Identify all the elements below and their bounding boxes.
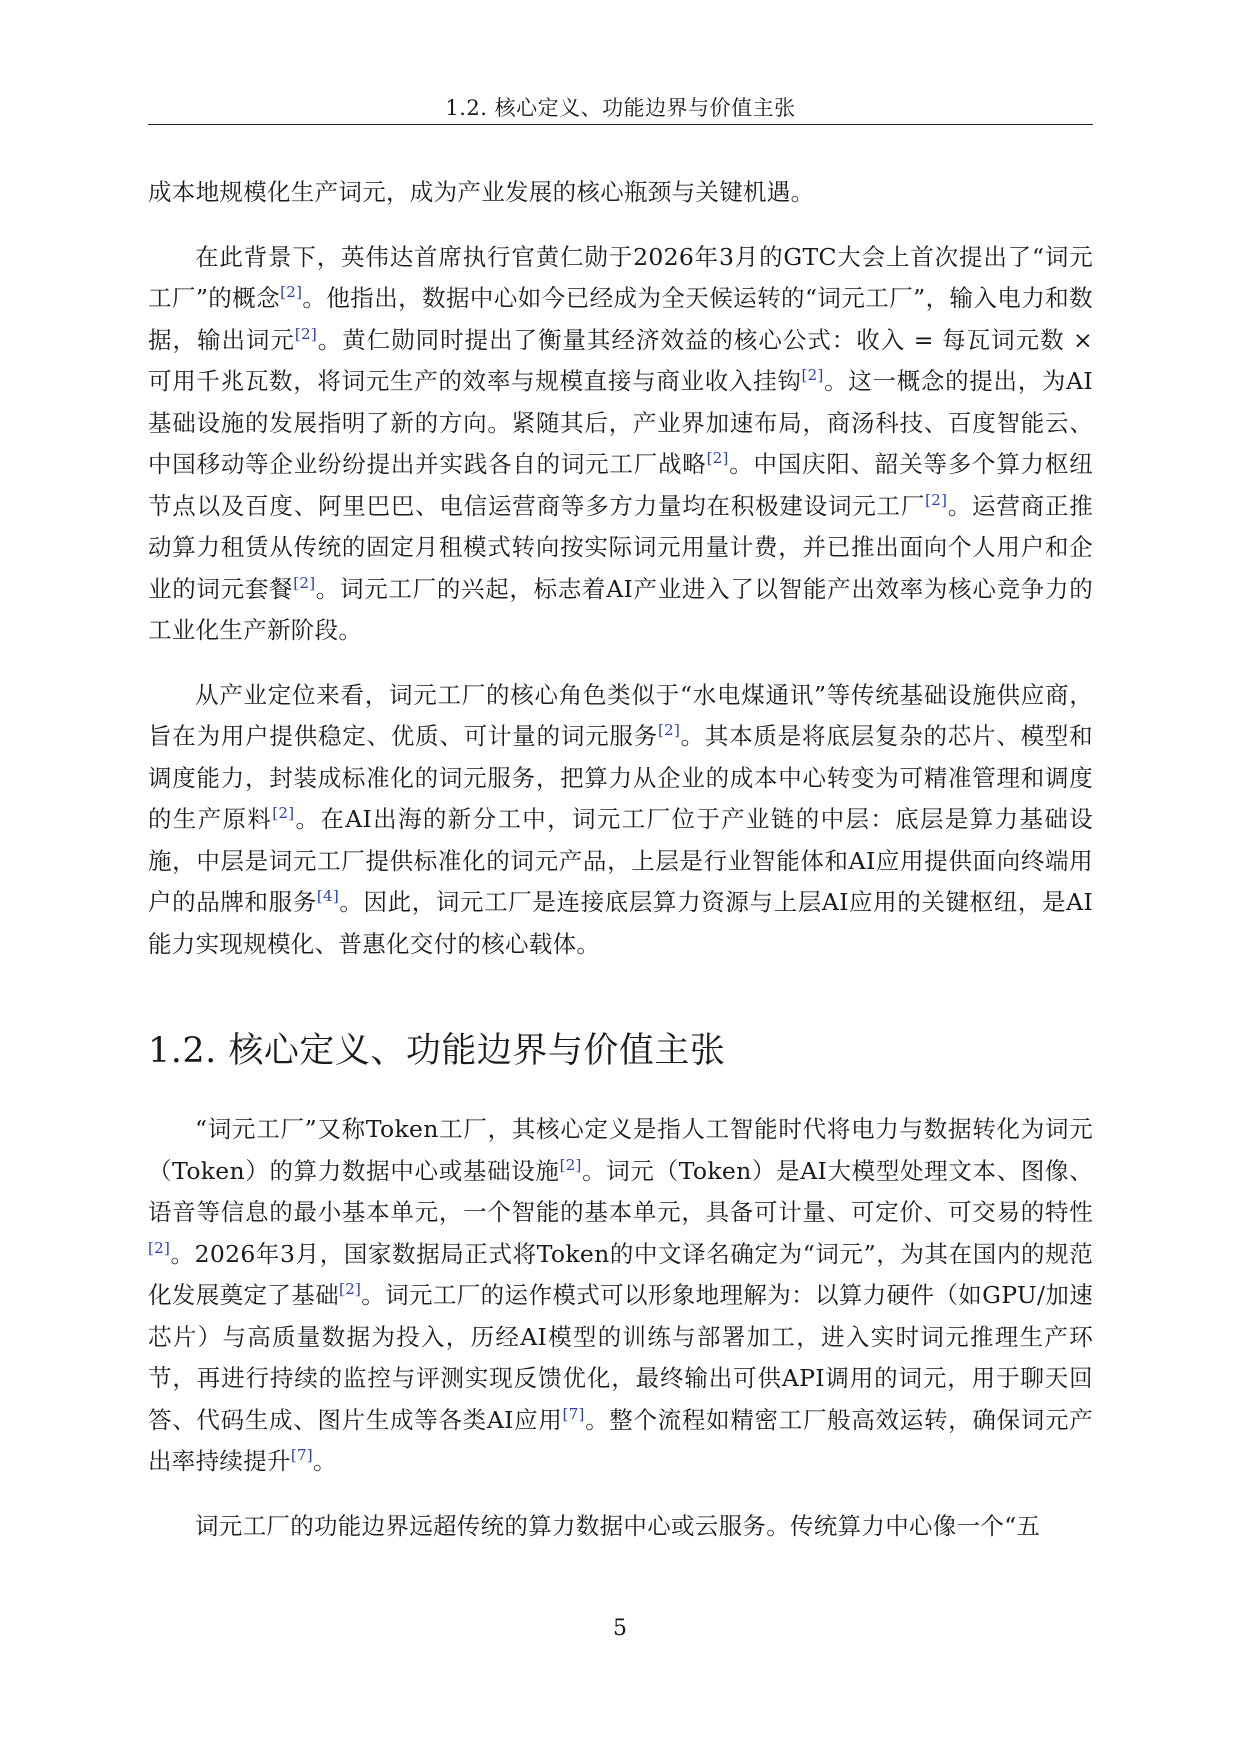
citation-link[interactable]: [2] [294, 324, 318, 343]
citation-link[interactable]: [2] [339, 1280, 362, 1299]
citation-link[interactable]: [2] [280, 283, 303, 302]
paragraph-text: 在此背景下，英伟达首席执行官黄仁勋于2026年3月的GTC大会上首次提出了“词元工厂”的概念 [148, 242, 1093, 312]
citation-link[interactable]: [2] [801, 366, 824, 385]
paragraph-text: 。在AI出海的新分工中，词元工厂位于产业链的中层：底层是算力基础设施，中层是词元工厂提供标准化的词元产品，上层是行业智能体和AI应用提供面向终端用户的品牌和服务 [148, 805, 1093, 916]
body-paragraph [148, 1109, 1093, 1483]
paragraph-text: 。2026年3月，国家数据局正式将Token的中文译名确定为“词元”，为其在国内的规范化发展奠定了基础 [148, 1239, 1093, 1309]
body-paragraph [148, 172, 1093, 214]
paragraph-text: 。运营商正推动算力租赁从传统的固定月租模式转向按实际词元用量计费，并已推出面向个人用户和企业的词元套餐 [148, 491, 1093, 603]
section-paragraphs [148, 1109, 1093, 1547]
citation-link[interactable]: [2] [925, 490, 948, 509]
citation-link[interactable]: [2] [148, 1238, 171, 1257]
intro-paragraphs [148, 172, 1093, 965]
citation-link[interactable]: [2] [559, 1155, 582, 1174]
citation-link[interactable]: [2] [657, 721, 681, 740]
page-number: 5 [613, 1616, 627, 1641]
running-header: 1.2. 核心定义、功能边界与价值主张 [445, 96, 796, 120]
paragraph-text: 。黄仁勋同时提出了衡量其经济效益的核心公式：收入 = 每瓦词元数 × 可用千兆瓦数，将词元生产的效率与规模直接与商业收入挂钩 [148, 325, 1093, 395]
paragraph-text: 。其本质是将底层复杂的芯片、模型和调度能力，封装成标准化的词元服务，把算力从企业的成本中心转变为可精准管理和调度的生产原料 [148, 722, 1093, 833]
body-paragraph [148, 675, 1093, 966]
citation-link[interactable]: [4] [316, 887, 340, 906]
paragraph-text: “词元工厂”又称Token工厂，其核心定义是指人工智能时代将电力与数据转化为词元（Token）的算力数据中心或基础设施 [148, 1115, 1093, 1185]
citation-link[interactable]: [7] [562, 1404, 585, 1423]
paragraph-text: 。中国庆阳、韶关等多个算力枢纽节点以及百度、阿里巴巴、电信运营商等多方力量均在积极建设词元工厂 [148, 450, 1093, 520]
citation-link[interactable]: [2] [706, 449, 729, 468]
citation-link[interactable]: [2] [272, 804, 295, 823]
citation-link[interactable]: [7] [290, 1446, 313, 1465]
paragraph-text: 成本地规模化生产词元，成为产业发展的核心瓶颈与关键机遇。 [148, 178, 815, 206]
paragraph-text: 。因此，词元工厂是连接底层算力资源与上层AI应用的关键枢纽，是AI能力实现规模化、普惠化交付的核心载体。 [148, 888, 1093, 958]
body-paragraph [148, 237, 1093, 652]
section-heading: 1.2. 核心定义、功能边界与价值主张 [148, 1031, 726, 1071]
page-body [148, 172, 1093, 1570]
paragraph-text: 。整个流程如精密工厂般高效运转，确保词元产出率持续提升 [148, 1405, 1093, 1475]
paragraph-text: 。词元工厂的运作模式可以形象地理解为：以算力硬件（如GPU/加速芯片）与高质量数据为投入，历经AI模型的训练与部署加工，进入实时词元推理生产环节，再进行持续的监控与评测实现反馈优化，最终输出可供API调用的词元，用于聊天回答、代码生成、图片生成等各类AI应用 [148, 1281, 1093, 1434]
paragraph-text: 。词元工厂的兴起，标志着AI产业进入了以智能产出效率为核心竞争力的工业化生产新阶段。 [148, 574, 1093, 644]
paragraph-text: 。这一概念的提出，为AI基础设施的发展指明了新的方向。紧随其后，产业界加速布局，商汤科技、百度智能云、中国移动等企业纷纷提出并实践各自的词元工厂战略 [148, 367, 1093, 478]
paragraph-text: 。他指出，数据中心如今已经成为全天候运转的“词元工厂”，输入电力和数据，输出词元 [148, 284, 1093, 354]
paragraph-text: 词元工厂的功能边界远超传统的算力数据中心或云服务。传统算力中心像一个“五 [195, 1511, 1041, 1540]
body-paragraph [148, 1506, 1093, 1548]
citation-link[interactable]: [2] [293, 573, 316, 592]
paragraph-text: 从产业定位来看，词元工厂的核心角色类似于“水电煤通讯”等传统基础设施供应商，旨在为用户提供稳定、优质、可计量的词元服务 [148, 680, 1093, 750]
paragraph-text: 。词元（Token）是AI大模型处理文本、图像、语音等信息的最小基本单元，一个智能的基本单元，具备可计量、可定价、可交易的特性 [148, 1156, 1094, 1226]
header-rule [148, 124, 1093, 125]
paragraph-text: 。 [312, 1447, 337, 1475]
